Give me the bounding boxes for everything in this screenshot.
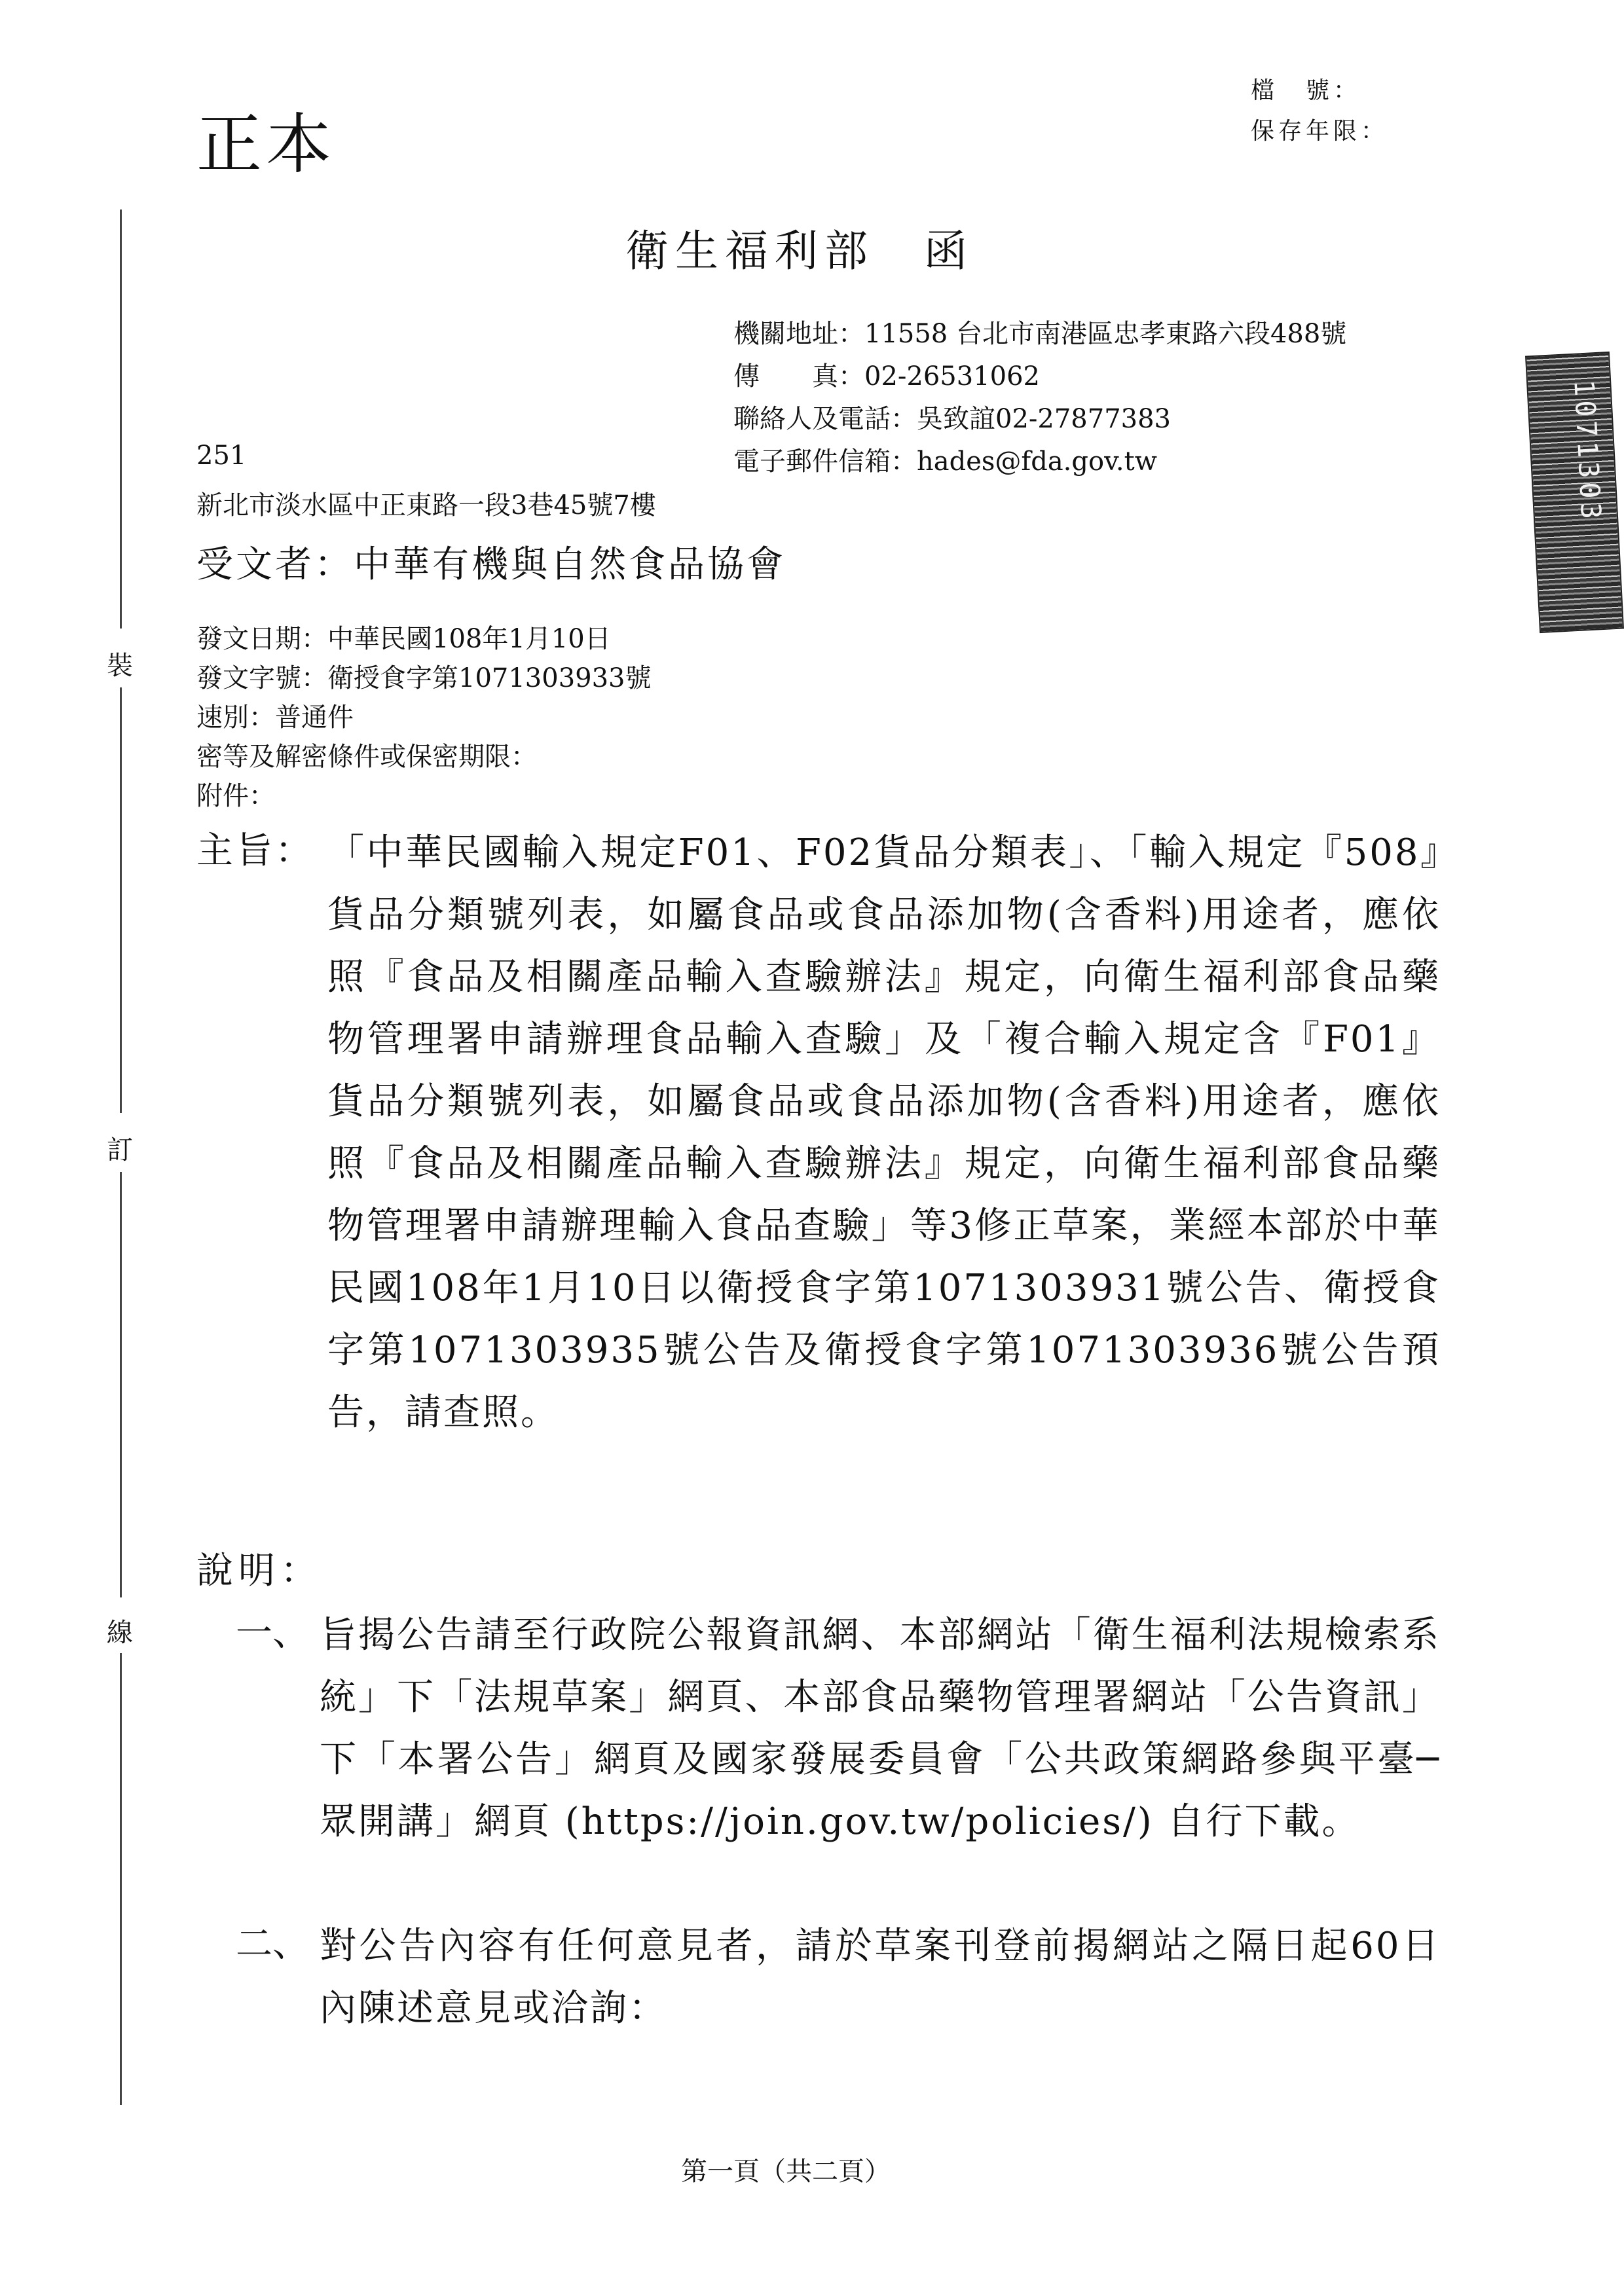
sender-contact: 聯絡人及電話：吳致誼02-27877383 [733, 404, 1172, 434]
sender-email: 電子郵件信箱：hades@fda.gov.tw [733, 446, 1157, 477]
binding-mark-ding: 訂 [107, 1135, 133, 1165]
receive-stamp-number: 1071303 [1568, 378, 1608, 524]
subject-label: 主旨： [196, 829, 314, 872]
attachment-label: 附件： [196, 781, 275, 811]
recipient-line: 受文者：中華有機與自然食品協會 [196, 543, 786, 586]
retention-period-label: 保存年限： [1251, 118, 1389, 145]
copy-mark: 正本 [196, 106, 335, 183]
binding-mark-zhuang: 裝 [107, 651, 133, 681]
subject-text: 「中華民國輸入規定F01、F02貨品分類表」、「輸入規定『508』貨品分類號列表，如屬食品或食品添加物(含香料)用途者，應依照『食品及相關產品輸入查驗辦法』規定，向衛生福利部食品藥物管理署申請辦理食品輸入查驗」及「複合輸入規定含『F01』貨品分類號列表，如屬食品或食品添加物(含香料)用途者，應依照『食品及相關產品輸入查驗辦法』規定，向衛生福利部食品藥物管理署申請辦理輸入食品查驗」等3修正草案，業經本部於中華民國108年1月10日以衛授食字第1071303931號公告、衛授食字第1071303935號公告及衛授食字第1071303936號公告預告，請查照。 [327, 831, 1441, 1434]
document-number: 發文字號：衛授食字第1071303933號 [196, 663, 652, 693]
issue-date: 發文日期：中華民國108年1月10日 [196, 624, 611, 654]
document-title: 衛生福利部 函 [625, 226, 974, 276]
delivery-speed: 速別：普通件 [196, 702, 354, 733]
sender-fax: 傳 真：02-26531062 [733, 361, 1041, 392]
explanation-item-text: 對公告內容有任何意見者，請於草案刊登前揭網站之隔日起60日內陳述意見或洽詢： [320, 1925, 1441, 2030]
file-number-label: 檔 號： [1251, 77, 1361, 104]
binding-line-segment [120, 1172, 122, 1597]
recipient-address: 新北市淡水區中正東路一段3巷45號7樓 [196, 490, 656, 520]
page-footer: 第一頁（共二頁） [681, 2157, 891, 2187]
binding-mark-xian: 線 [107, 1618, 133, 1648]
explanation-item-text: 旨揭公告請至行政院公報資訊網、本部網站「衛生福利法規檢索系統」下「法規草案」網頁、本部食品藥物管理署網站「公告資訊」下「本署公告」網頁及國家發展委員會「公共政策網路參與平臺─眾開講」網頁 (https://join.gov.tw/policies/) 自行下載。 [320, 1614, 1441, 1843]
sender-address: 機關地址：11558 台北市南港區忠孝東路六段488號 [733, 319, 1347, 349]
secrecy-level: 密等及解密條件或保密期限： [196, 742, 537, 772]
explanation-item-number: 二、 [236, 1923, 309, 1965]
explanation-item-number: 一、 [236, 1612, 309, 1654]
binding-line-segment [120, 687, 122, 1113]
binding-line-segment [120, 210, 122, 629]
recipient-zip: 251 [196, 441, 247, 471]
binding-line-segment [120, 1653, 122, 2105]
explanation-label: 說明： [196, 1550, 322, 1592]
